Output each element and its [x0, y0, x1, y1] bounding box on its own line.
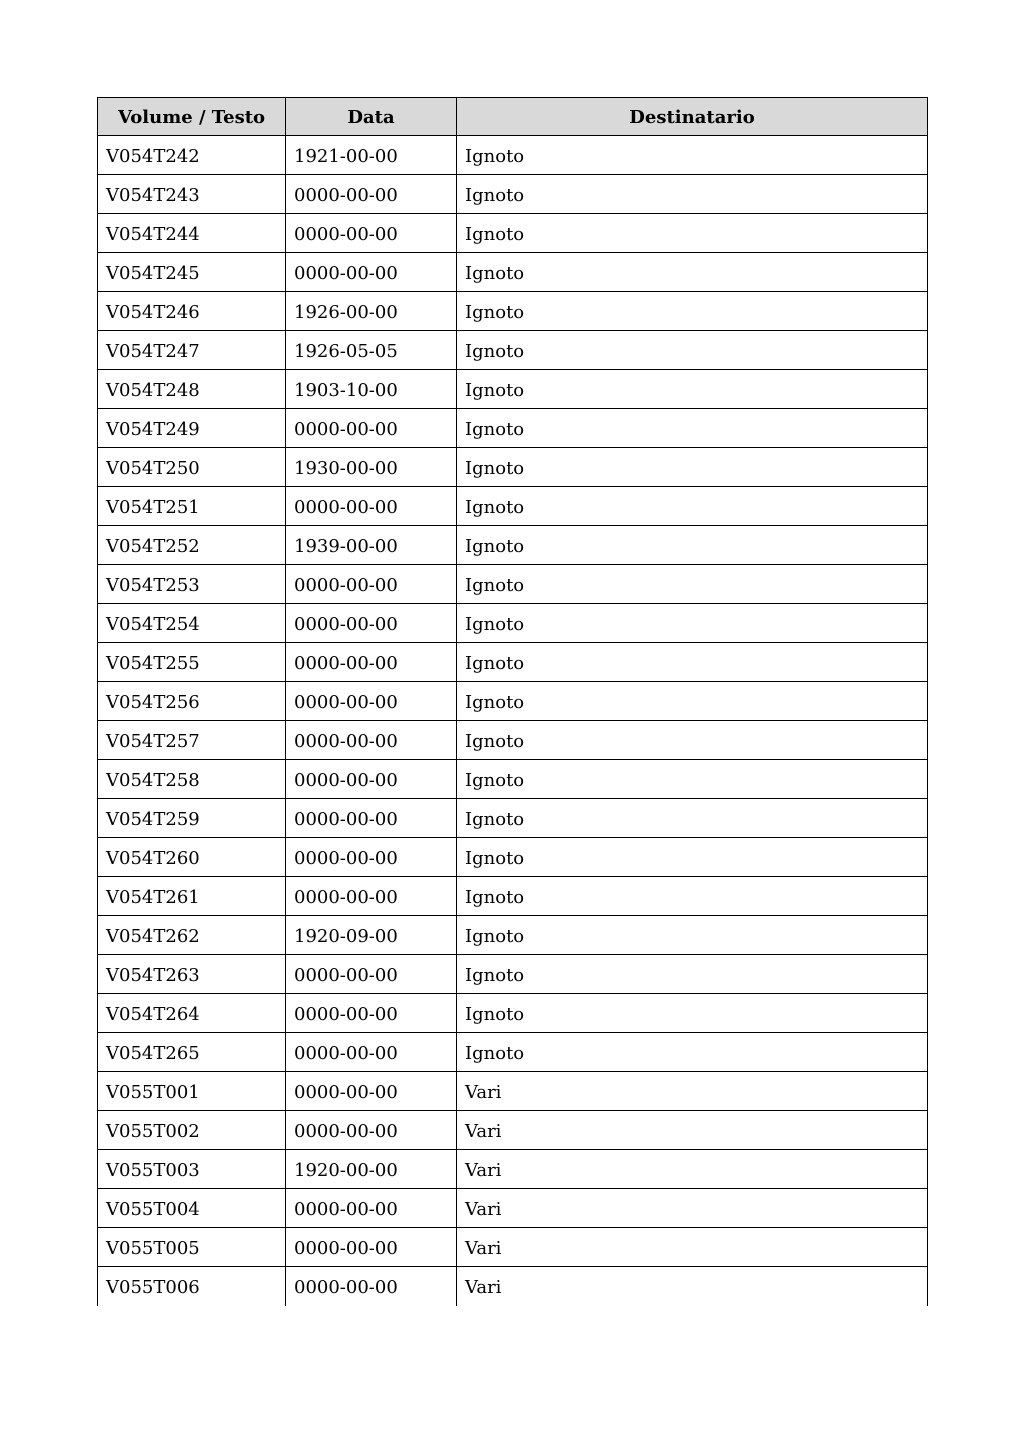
cell-destinatario: Ignoto: [457, 487, 928, 526]
cell-volume-testo: V054T243: [98, 175, 286, 214]
cell-destinatario: Ignoto: [457, 175, 928, 214]
cell-volume-testo: V054T250: [98, 448, 286, 487]
cell-data: 1903-10-00: [286, 370, 457, 409]
cell-destinatario: Ignoto: [457, 682, 928, 721]
table-row: [98, 1228, 928, 1267]
cell-volume-testo: V054T258: [98, 760, 286, 799]
cell-volume-testo: V054T263: [98, 955, 286, 994]
cell-data: 0000-00-00: [286, 760, 457, 799]
cell-volume-testo: V054T248: [98, 370, 286, 409]
cell-data: 1930-00-00: [286, 448, 457, 487]
cell-volume-testo: V054T252: [98, 526, 286, 565]
cell-destinatario: Ignoto: [457, 604, 928, 643]
cell-destinatario: Vari: [457, 1228, 928, 1267]
cell-data: 1920-00-00: [286, 1150, 457, 1189]
cell-volume-testo: V054T245: [98, 253, 286, 292]
cell-destinatario: Vari: [457, 1267, 928, 1306]
cell-volume-testo: V054T251: [98, 487, 286, 526]
cell-destinatario: Vari: [457, 1150, 928, 1189]
table-header: [98, 98, 928, 136]
cell-volume-testo: V054T257: [98, 721, 286, 760]
cell-destinatario: Ignoto: [457, 799, 928, 838]
cell-data: 0000-00-00: [286, 799, 457, 838]
table-row: [98, 214, 928, 253]
cell-destinatario: Ignoto: [457, 409, 928, 448]
cell-volume-testo: V054T255: [98, 643, 286, 682]
cell-volume-testo: V054T253: [98, 565, 286, 604]
cell-volume-testo: V054T254: [98, 604, 286, 643]
cell-data: 0000-00-00: [286, 877, 457, 916]
cell-volume-testo: V054T256: [98, 682, 286, 721]
cell-destinatario: Ignoto: [457, 292, 928, 331]
table-row: [98, 1072, 928, 1111]
cell-destinatario: Ignoto: [457, 994, 928, 1033]
cell-data: 1920-09-00: [286, 916, 457, 955]
cell-volume-testo: V055T006: [98, 1267, 286, 1306]
cell-data: 1921-00-00: [286, 136, 457, 175]
table-row: [98, 331, 928, 370]
cell-destinatario: Ignoto: [457, 565, 928, 604]
table-row: [98, 955, 928, 994]
cell-data: 0000-00-00: [286, 1033, 457, 1072]
table-row: [98, 682, 928, 721]
table-row: [98, 838, 928, 877]
cell-volume-testo: V054T260: [98, 838, 286, 877]
cell-data: 0000-00-00: [286, 409, 457, 448]
cell-data: 0000-00-00: [286, 955, 457, 994]
cell-data: 0000-00-00: [286, 643, 457, 682]
cell-destinatario: Ignoto: [457, 448, 928, 487]
table-row: [98, 136, 928, 175]
cell-volume-testo: V054T265: [98, 1033, 286, 1072]
column-header-destinatario: Destinatario: [457, 98, 928, 136]
table-row: [98, 448, 928, 487]
cell-data: 0000-00-00: [286, 994, 457, 1033]
table-row: [98, 1111, 928, 1150]
cell-destinatario: Ignoto: [457, 253, 928, 292]
cell-destinatario: Vari: [457, 1189, 928, 1228]
cell-data: 0000-00-00: [286, 175, 457, 214]
cell-volume-testo: V054T259: [98, 799, 286, 838]
table-row: [98, 409, 928, 448]
table-body: [98, 136, 928, 1306]
cell-data: 0000-00-00: [286, 565, 457, 604]
cell-data: 0000-00-00: [286, 682, 457, 721]
cell-destinatario: Ignoto: [457, 526, 928, 565]
cell-data: 0000-00-00: [286, 604, 457, 643]
cell-volume-testo: V054T244: [98, 214, 286, 253]
table-row: [98, 526, 928, 565]
table-row: [98, 604, 928, 643]
table-row: [98, 1033, 928, 1072]
cell-data: 0000-00-00: [286, 487, 457, 526]
cell-volume-testo: V054T242: [98, 136, 286, 175]
column-header-volume-testo: Volume / Testo: [98, 98, 286, 136]
document-page: [97, 97, 927, 1306]
table-row: [98, 370, 928, 409]
table-row: [98, 253, 928, 292]
table-row: [98, 1189, 928, 1228]
table-row: [98, 721, 928, 760]
cell-destinatario: Ignoto: [457, 721, 928, 760]
cell-data: 1926-00-00: [286, 292, 457, 331]
cell-data: 0000-00-00: [286, 1228, 457, 1267]
cell-volume-testo: V054T246: [98, 292, 286, 331]
cell-destinatario: Ignoto: [457, 331, 928, 370]
table-row: [98, 487, 928, 526]
cell-volume-testo: V055T001: [98, 1072, 286, 1111]
cell-volume-testo: V054T262: [98, 916, 286, 955]
cell-destinatario: Vari: [457, 1072, 928, 1111]
table-row: [98, 1267, 928, 1306]
cell-destinatario: Ignoto: [457, 214, 928, 253]
cell-volume-testo: V054T249: [98, 409, 286, 448]
cell-destinatario: Ignoto: [457, 136, 928, 175]
table-row: [98, 175, 928, 214]
cell-destinatario: Ignoto: [457, 916, 928, 955]
cell-destinatario: Ignoto: [457, 370, 928, 409]
cell-data: 0000-00-00: [286, 1111, 457, 1150]
table-row: [98, 292, 928, 331]
table-row: [98, 760, 928, 799]
cell-data: 1939-00-00: [286, 526, 457, 565]
cell-data: 0000-00-00: [286, 721, 457, 760]
cell-destinatario: Ignoto: [457, 955, 928, 994]
letters-register-table: [97, 97, 928, 1306]
cell-data: 0000-00-00: [286, 214, 457, 253]
cell-volume-testo: V055T005: [98, 1228, 286, 1267]
table-row: [98, 994, 928, 1033]
cell-data: 1926-05-05: [286, 331, 457, 370]
column-header-data: Data: [286, 98, 457, 136]
cell-data: 0000-00-00: [286, 1267, 457, 1306]
cell-destinatario: Vari: [457, 1111, 928, 1150]
cell-volume-testo: V055T004: [98, 1189, 286, 1228]
cell-volume-testo: V054T247: [98, 331, 286, 370]
cell-destinatario: Ignoto: [457, 877, 928, 916]
table-row: [98, 799, 928, 838]
cell-data: 0000-00-00: [286, 1072, 457, 1111]
cell-destinatario: Ignoto: [457, 643, 928, 682]
table-row: [98, 916, 928, 955]
table-row: [98, 1150, 928, 1189]
cell-volume-testo: V054T264: [98, 994, 286, 1033]
cell-data: 0000-00-00: [286, 253, 457, 292]
cell-destinatario: Ignoto: [457, 1033, 928, 1072]
cell-volume-testo: V055T002: [98, 1111, 286, 1150]
cell-destinatario: Ignoto: [457, 838, 928, 877]
cell-data: 0000-00-00: [286, 838, 457, 877]
table-row: [98, 643, 928, 682]
cell-volume-testo: V054T261: [98, 877, 286, 916]
cell-destinatario: Ignoto: [457, 760, 928, 799]
table-row: [98, 565, 928, 604]
table-header-row: [98, 98, 928, 136]
cell-volume-testo: V055T003: [98, 1150, 286, 1189]
cell-data: 0000-00-00: [286, 1189, 457, 1228]
table-row: [98, 877, 928, 916]
